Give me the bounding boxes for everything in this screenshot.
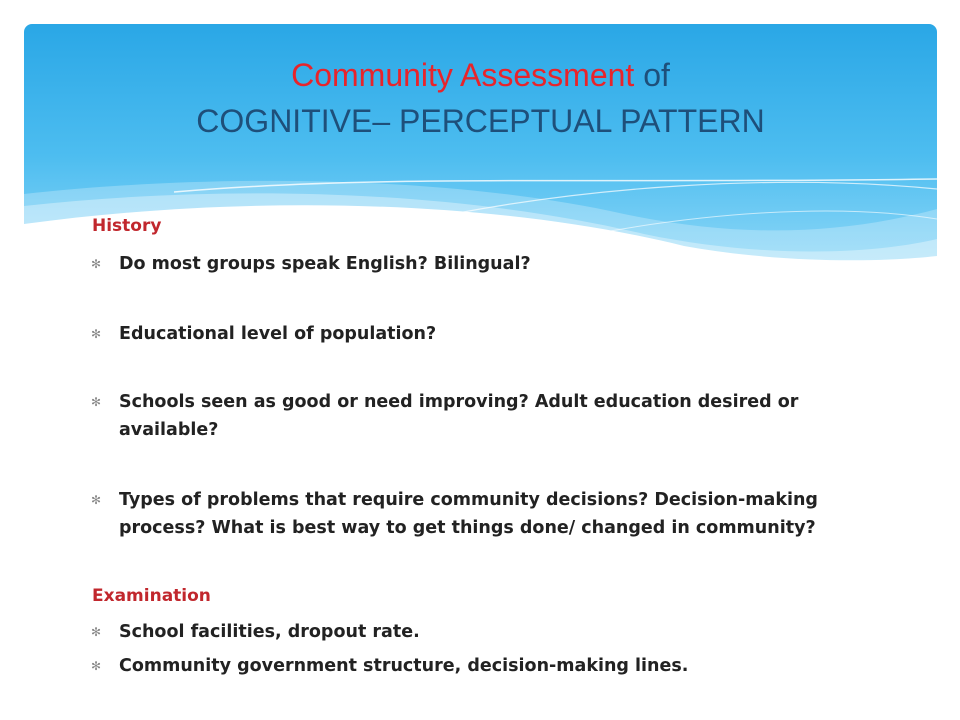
- title-connector: of: [643, 57, 670, 93]
- list-item: ✻ Schools seen as good or need improving? Adult education desired or available?: [92, 388, 882, 444]
- title-line2: COGNITIVE– PERCEPTUAL PATTERN: [196, 103, 765, 139]
- list-item: ✻ Community government structure, decision-making lines.: [92, 652, 882, 680]
- list-item: ✻ Do most groups speak English? Bilingual?: [92, 250, 882, 278]
- section-heading-history: History: [92, 216, 162, 236]
- list-item: ✻ Educational level of population?: [92, 320, 882, 348]
- page-title: [24, 52, 937, 144]
- asterisk-bullet-icon: ✻: [91, 257, 102, 271]
- asterisk-bullet-icon: ✻: [91, 659, 102, 673]
- asterisk-bullet-icon: ✻: [91, 327, 102, 341]
- asterisk-bullet-icon: ✻: [91, 625, 102, 639]
- list-item: ✻ School facilities, dropout rate.: [92, 618, 882, 646]
- title-highlight: Community Assessment: [291, 57, 635, 93]
- section-heading-examination: Examination: [92, 586, 211, 606]
- asterisk-bullet-icon: ✻: [91, 493, 102, 507]
- asterisk-bullet-icon: ✻: [91, 395, 102, 409]
- list-item: ✻ Types of problems that require community decisions? Decision-making process? What is best way to get things done/ changed in community?: [92, 486, 882, 542]
